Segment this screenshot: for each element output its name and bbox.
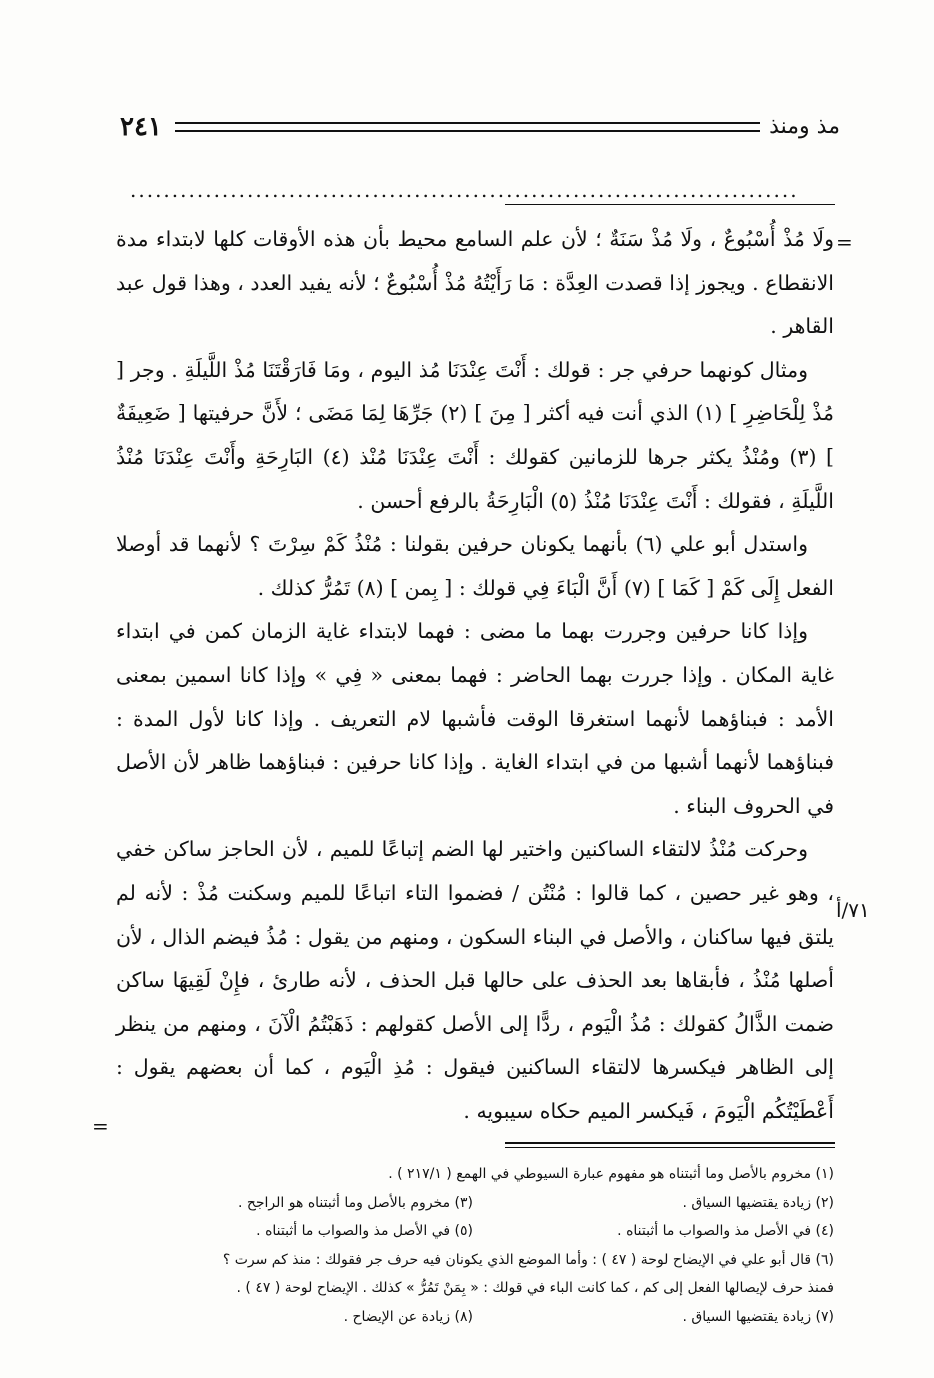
main-text — [116, 218, 834, 1133]
footnote: (٣) مخروم بالأصل وما أثبتناه هو الراجح . — [237, 1194, 473, 1211]
paragraph: واستدل أبو علي (٦) بأنهما يكونان حرفين بقولنا : مُنْذُ كَمْ سِرْتَ ؟ لأنهما قد أوصلا الفعل إِلَى كَمْ [ كَمَا ] (٧) أَنَّ الْبَاءَ فِي قولك : [ بِمن ] (٨) تَمُرُّ كذلك . — [116, 532, 834, 600]
footnotes — [112, 1160, 834, 1331]
paragraph: ومثال كونهما حرفي جر : قولك : أَنْتَ عِنْدَنَا مُذ اليوم ، ومَا فَارَقْتَنَا مُذْ اللَّيلَةِ . وجر [ مُذْ لِلْحَاضِرِ ] (١) الذي أنت فيه أكثر [ مِنَ ] (٢) جَرِّهَا لِمَا مَضَى ؛ لأَنَّ حرفيتها [ ضَعِيفَةٌ ] (٣) ومُنْذُ يكثر جرها للزمانين كقولك : أَنْتَ عِنْدَنَا مُنْذ (٤) البَارِحَةِ وأَنْتَ عِنْدَنَا مُنْذُ اللَّيلَةِ ، فقولك : أَنْتَ عِنْدَنَا مُنْذُ (٥) الْبَارِحَةُ بالرفع أحسن . — [116, 357, 835, 513]
footnote: (٢) زيادة يقتضيها السياق . — [682, 1194, 834, 1211]
running-title: مذ ومنذ — [769, 114, 840, 139]
footnote-rule — [505, 1142, 835, 1148]
paragraph: وإذا كانا حرفين وجررت بهما ما مضى : فهما لابتداء غاية الزمان كمن في ابتداء غاية المكان . وإذا جررت بهما الحاضر : فهما بمعنى « فِي » وإذا كانا اسمين بمعنى الأمد : فبناؤهما لأنهما استغرقا الوقت فأشبها لام التعريف . وإذا كانا لأول المدة : فبناؤهما لأنهما أشبها من في ابتداء الغاية . وإذا كانا حرفين : فبناؤهما ظاهر لأن الأصل في الحروف البناء . — [116, 619, 834, 818]
header-rule — [175, 122, 760, 132]
footnote-row — [112, 1217, 834, 1246]
manuscript-folio-marker: ٧١/أ — [836, 898, 870, 922]
page-number: ٢٤١ — [120, 112, 162, 142]
continuation-marker-bottom: = — [92, 1114, 109, 1138]
continuation-marker-top: = — [836, 230, 853, 254]
footnote-continuation: فمنذ حرف لإيصالها الفعل إلى كم ، كما كانت الباء في قولك : « بِمَنْ تَمُرُّ » كذلك . الإيضاح لوحة ( ٤٧ ) . — [236, 1280, 834, 1296]
footnote: (٧) زيادة يقتضيها السياق . — [682, 1308, 834, 1325]
footnote: (٤) في الأصل مذ والصواب ما أثبتناه . — [617, 1223, 834, 1239]
dotted-separator: ................................................................................ — [130, 178, 799, 202]
footnote: (٨) زيادة عن الإيضاح . — [343, 1308, 473, 1325]
page-header — [120, 112, 840, 152]
footnote: (٦) قال أبو علي في الإيضاح لوحة ( ٤٧ ) : وأما الموضع الذي يكونان فيه حرف جر فقولك : منذ كم سرت ؟ — [222, 1251, 834, 1268]
paragraph: وحركت مُنْذُ لالتقاء الساكنين واختير لها الضم إتباعًا للميم ، لأن الحاجز ساكن خفي ، وهو غير حصين ، كما قالوا : مُنْتُن / فضموا التاء اتباعًا للميم وسكنت مُذْ : لأنه لم يلتق فيها ساكنان ، والأصل في البناء السكون ، ومنهم من يقول : مُذُ فيضم الذال ، لأن أصلها مُنْذُ ، فأبقاها بعد الحذف على حالها قبل الحذف ، لأنه طارئ ، فإِنْ لَقِيهَا ساكن ضمت الذَّالُ كقولك : مُذُ الْيَوم ، ردًّا إلى الأصل كقولهم : ذَهَبْتُمُ الْآنَ ، ومنهم من ينظر إلى الظاهر فيكسرها لالتقاء الساكنين فيقول : مُذِ الْيَوم ، كما أن بعضهم يقول : أَعْطَيْتُكُم الْيَومَ ، فَيكسر الميم حكاه سيبويه . — [116, 837, 834, 1123]
paragraph: ولَا مُذْ أُسْبُوعٌ ، ولَا مُذْ سَنَةٌ ؛ لأن علم السامع محيط بأن هذه الأوقات كلها لابتداء مدة الانقطاع . ويجوز إذا قصدت العِدَّة : مَا رَأَيْتُهُ مُذْ أُسْبُوعٌ ؛ لأنه يفيد العدد ، وهذا قول عبد القاهر . — [116, 227, 834, 339]
footnote-row — [112, 1189, 834, 1218]
footnote-row — [112, 1303, 834, 1332]
footnote: (١) مخروم بالأصل وما أثبتناه هو مفهوم عبارة السيوطي في الهمع ( ٢١٧/١ ) . — [388, 1166, 834, 1182]
top-short-rule — [505, 204, 835, 205]
footnote: (٥) في الأصل مذ والصواب ما أثبتناه . — [256, 1223, 473, 1239]
